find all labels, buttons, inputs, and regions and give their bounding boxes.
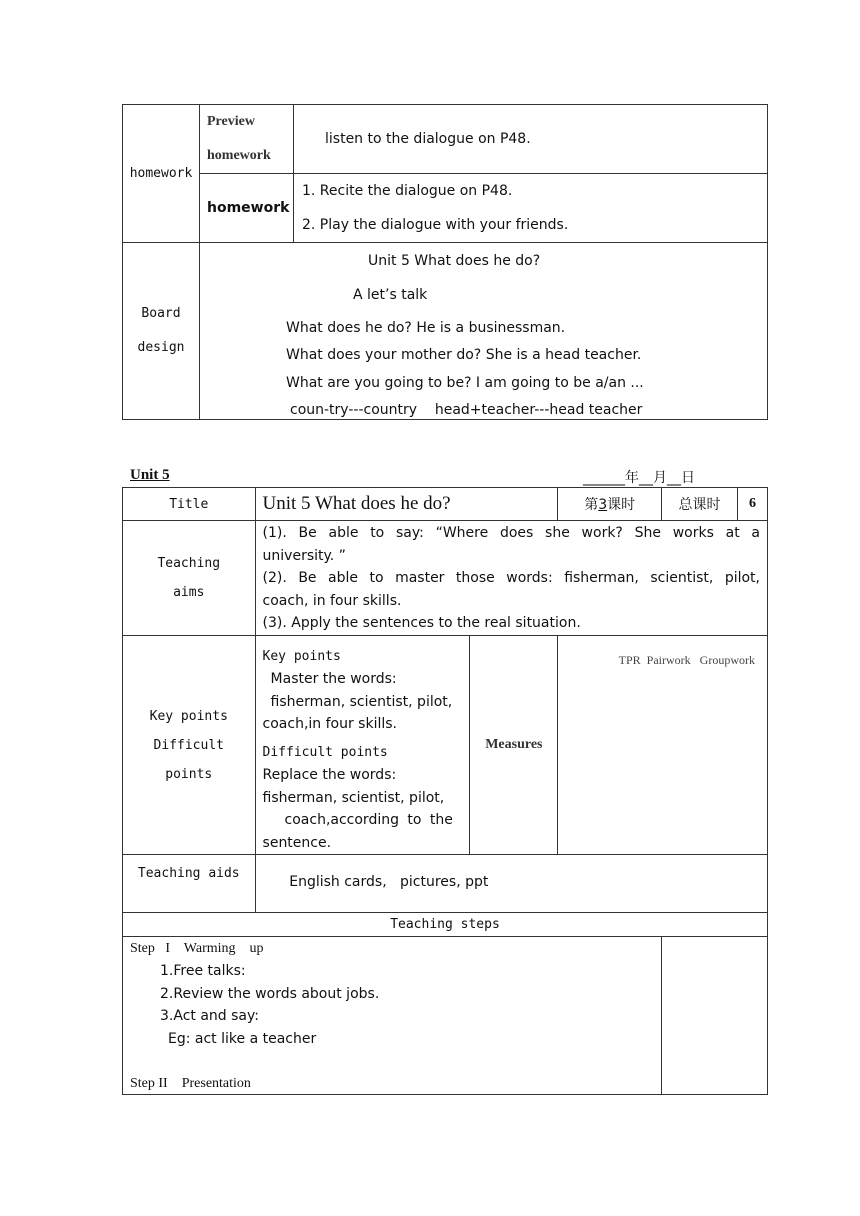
board-design-cell <box>200 243 768 420</box>
lesson-suffix: 课时 <box>607 497 636 513</box>
key-points-line: fisherman, scientist, pilot, <box>270 693 453 710</box>
total-label-cell <box>662 488 738 521</box>
title-label-cell <box>123 488 256 521</box>
title-label: Title <box>169 496 209 512</box>
total-label: 总课时 <box>678 497 721 513</box>
lesson-number: 3 <box>598 497 608 513</box>
total-value-cell <box>737 488 767 521</box>
step1-item: 2.Review the words about jobs. <box>160 986 380 1003</box>
aim-line: (2). Be able to master those words: fisherman, scientist, pilot, <box>262 570 760 587</box>
points-content-cell <box>255 635 470 855</box>
board-line: What are you going to be? I am going to be a/an ... <box>286 375 644 391</box>
lesson-prefix: 第 <box>584 497 599 513</box>
aim-line: coach, in four skills. <box>262 592 402 609</box>
preview-label-line1: Preview <box>207 114 255 129</box>
homework-label-cell <box>123 105 200 243</box>
step2-title: Step II Presentation <box>130 1076 251 1092</box>
measures-value-cell <box>558 635 768 855</box>
aims-label-cell <box>123 521 256 636</box>
preview-label-cell <box>200 105 294 174</box>
aim-line: (3). Apply the sentences to the real situation. <box>262 615 581 632</box>
steps-notes-cell <box>662 937 768 1095</box>
keypoints-label-line1: Key points <box>149 708 228 724</box>
aims-label-line2: aims <box>173 584 205 600</box>
homework-item: 1. Recite the dialogue on P48. <box>302 183 513 199</box>
homework-sub-label: homework <box>207 200 290 216</box>
steps-header: Teaching steps <box>390 917 500 933</box>
preview-content-cell <box>294 105 768 174</box>
homework-sub-label-cell <box>200 174 294 243</box>
board-line: coun-try---country head+teacher---head teacher <box>290 402 643 418</box>
preview-label-line2: homework <box>207 148 271 163</box>
homework-item: 2. Play the dialogue with your friends. <box>302 217 569 233</box>
aids-value: English cards, pictures, ppt <box>289 874 489 891</box>
difficult-points-heading: Difficult points <box>262 744 388 760</box>
step1-item: 3.Act and say: <box>160 1008 259 1025</box>
board-line: What does he do? He is a businessman. <box>286 320 566 336</box>
homework-items-cell <box>294 174 768 243</box>
board-label-line2: design <box>137 340 185 355</box>
key-points-line: Master the words: <box>270 671 397 688</box>
difficult-points-line: sentence. <box>262 834 332 851</box>
step1-item: Eg: act like a teacher <box>168 1031 317 1048</box>
steps-content-cell <box>123 937 662 1095</box>
date-field: ______年__月__日 <box>583 470 695 486</box>
unit-label: Unit 5 <box>130 467 170 483</box>
preview-content: listen to the dialogue on P48. <box>325 131 531 147</box>
aims-content-cell <box>255 521 767 636</box>
keypoints-label-line3: points <box>165 766 213 782</box>
step1-title: Step I Warming up <box>130 941 264 957</box>
homework-label: homework <box>129 166 193 181</box>
aids-value-cell <box>255 855 767 913</box>
measures-label: Measures <box>485 737 543 753</box>
board-line: Unit 5 What does he do? <box>368 253 541 269</box>
board-line: What does your mother do? She is a head teacher. <box>286 347 642 363</box>
key-points-heading: Key points <box>262 648 341 664</box>
title-value-cell <box>255 488 558 521</box>
total-value: 6 <box>748 496 756 511</box>
aim-line: (1). Be able to say: “Where does she work? She works at a <box>262 525 760 541</box>
aids-label: Teaching aids <box>137 866 240 882</box>
board-label-line1: Board <box>141 306 181 321</box>
board-line: A let’s talk <box>353 287 428 303</box>
aims-label-line1: Teaching <box>157 555 221 571</box>
step1-item: 1.Free talks: <box>160 963 246 980</box>
difficult-points-line: coach,according to the <box>284 812 453 829</box>
lesson-number-cell <box>558 488 662 521</box>
board-label-cell <box>123 243 200 420</box>
keypoints-label-line2: Difficult <box>153 737 224 753</box>
lesson-plan-table <box>122 487 768 1095</box>
steps-header-cell <box>123 913 768 937</box>
title-value: Unit 5 What does he do? <box>262 493 451 514</box>
homework-board-table <box>122 104 768 420</box>
aim-line: university. ” <box>262 547 346 564</box>
measures-value: TPR Pairwork Groupwork <box>618 652 755 667</box>
measures-label-cell <box>470 635 558 855</box>
key-points-line: coach,in four skills. <box>262 716 397 733</box>
aids-label-cell <box>123 855 256 913</box>
difficult-points-line: fisherman, scientist, pilot, <box>262 789 445 806</box>
keypoints-label-cell <box>123 635 256 855</box>
difficult-points-line: Replace the words: <box>262 767 397 784</box>
